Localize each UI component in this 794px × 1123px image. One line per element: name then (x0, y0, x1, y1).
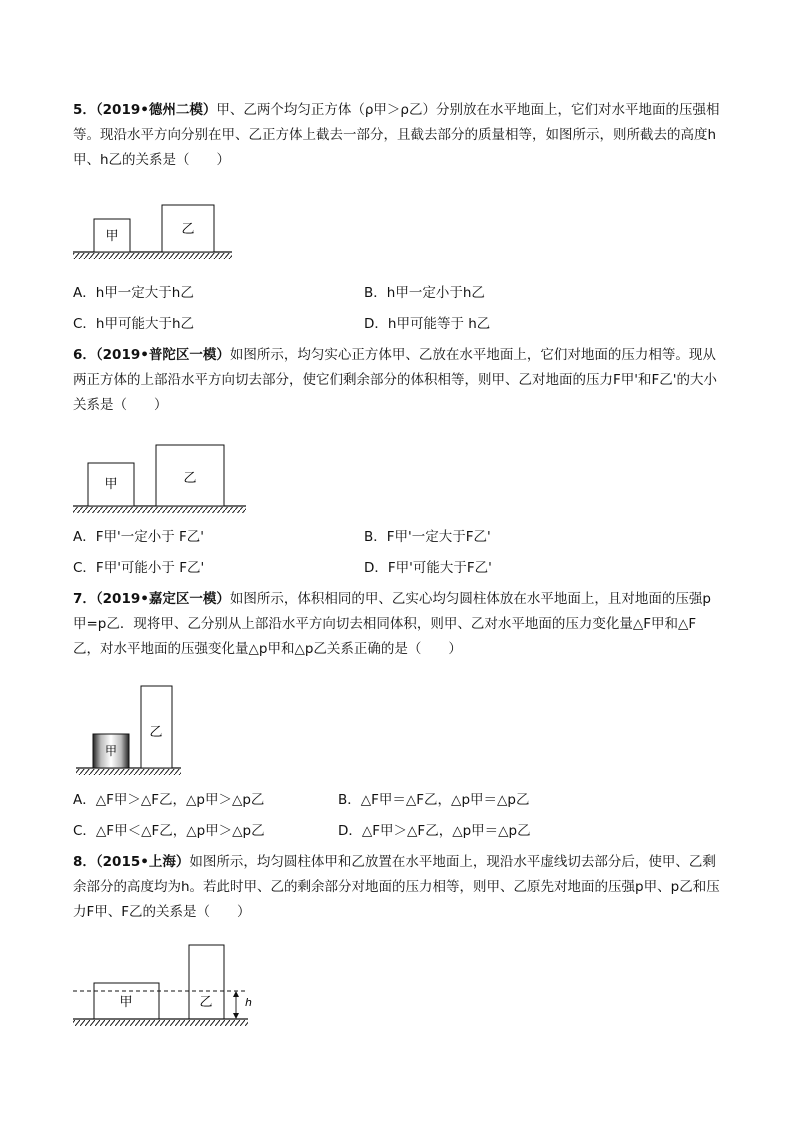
question-number: 8． (73, 854, 96, 870)
question-number: 7． (73, 591, 96, 607)
label-h: h (245, 996, 252, 1009)
label-yi: 乙 (199, 995, 213, 1010)
figure-q6 (73, 445, 246, 513)
option-a: A．h甲一定大于h乙 (73, 285, 194, 301)
question-stem: 如图所示，均匀实心正方体甲、乙放在水平地面上，它们对地面的压力相等。现从两正方体的上部沿水平方向切去部分，使它们剩余部分的体积相等，则甲、乙对地面的压力F甲'和F乙'的大小关系是（ ） (73, 347, 717, 413)
option-a: A．△F甲＞△F乙，△p甲＞△p乙 (73, 792, 265, 808)
option-c: C．h甲可能大于h乙 (73, 316, 195, 332)
option-d: D．F甲'可能大于F乙' (364, 560, 492, 576)
question-source: （2019•嘉定区一模） (95, 591, 230, 607)
figure-q7 (76, 686, 181, 775)
option-b: B．F甲'一定大于F乙' (364, 529, 491, 545)
label-jia: 甲 (104, 744, 118, 758)
question-stem: 如图所示，体积相同的甲、乙实心均匀圆柱体放在水平地面上，且对地面的压强p甲=p乙．现将甲、乙分别从上部沿水平方向切去相同体积，则甲、乙对水平地面的压力变化量△F甲和△F乙，对水平地面的压强变化量△p甲和△p乙关系正确的是（ ） (73, 591, 711, 657)
label-jia: 甲 (104, 477, 118, 492)
ground-hatch (73, 507, 246, 513)
option-a: A．F甲'一定小于 F乙' (73, 529, 204, 545)
option-c: C．△F甲＜△F乙，△p甲＞△p乙 (73, 823, 265, 839)
question-source: （2019•普陀区一模） (95, 347, 230, 363)
ground-hatch (76, 769, 181, 775)
figure-q8 (73, 945, 252, 1026)
option-b: B．h甲一定小于h乙 (364, 285, 485, 301)
ground-hatch (73, 253, 232, 259)
question-stem: 甲、乙两个均匀正方体（ρ甲＞ρ乙）分别放在水平地面上，它们对水平地面的压强相等。现沿水平方向分别在甲、乙正方体上截去一部分，且截去部分的质量相等，如图所示，则所截去的高度h甲、h乙的关系是（ ） (73, 102, 720, 168)
question-source: （2019•德州二模） (95, 102, 217, 118)
option-d: D．△F甲＞△F乙，△p甲＝△p乙 (338, 823, 531, 839)
option-c: C．F甲'可能小于 F乙' (73, 560, 205, 576)
question-6 (73, 343, 723, 418)
h-arrow-head-up (233, 991, 239, 997)
question-stem: 如图所示，均匀圆柱体甲和乙放置在水平地面上，现沿水平虚线切去部分后，使甲、乙剩余部分的高度均为h。若此时甲、乙的剩余部分对地面的压力相等，则甲、乙原先对地面的压强p甲、p乙和压力F甲、F乙的关系是（ ） (73, 854, 720, 920)
label-yi: 乙 (183, 471, 197, 486)
question-8 (73, 850, 723, 925)
option-b: B．△F甲＝△F乙，△p甲＝△p乙 (338, 792, 530, 808)
label-yi: 乙 (149, 725, 163, 740)
h-arrow-head-down (233, 1013, 239, 1019)
figure-q5 (73, 205, 232, 259)
question-number: 6． (73, 347, 96, 363)
label-jia: 甲 (105, 229, 119, 244)
option-d: D．h甲可能等于 h乙 (364, 316, 491, 332)
question-7 (73, 587, 723, 662)
question-number: 5． (73, 102, 96, 118)
label-jia: 甲 (119, 995, 133, 1010)
question-source: （2015•上海） (95, 854, 190, 870)
label-yi: 乙 (181, 222, 195, 237)
ground-hatch (73, 1020, 248, 1026)
